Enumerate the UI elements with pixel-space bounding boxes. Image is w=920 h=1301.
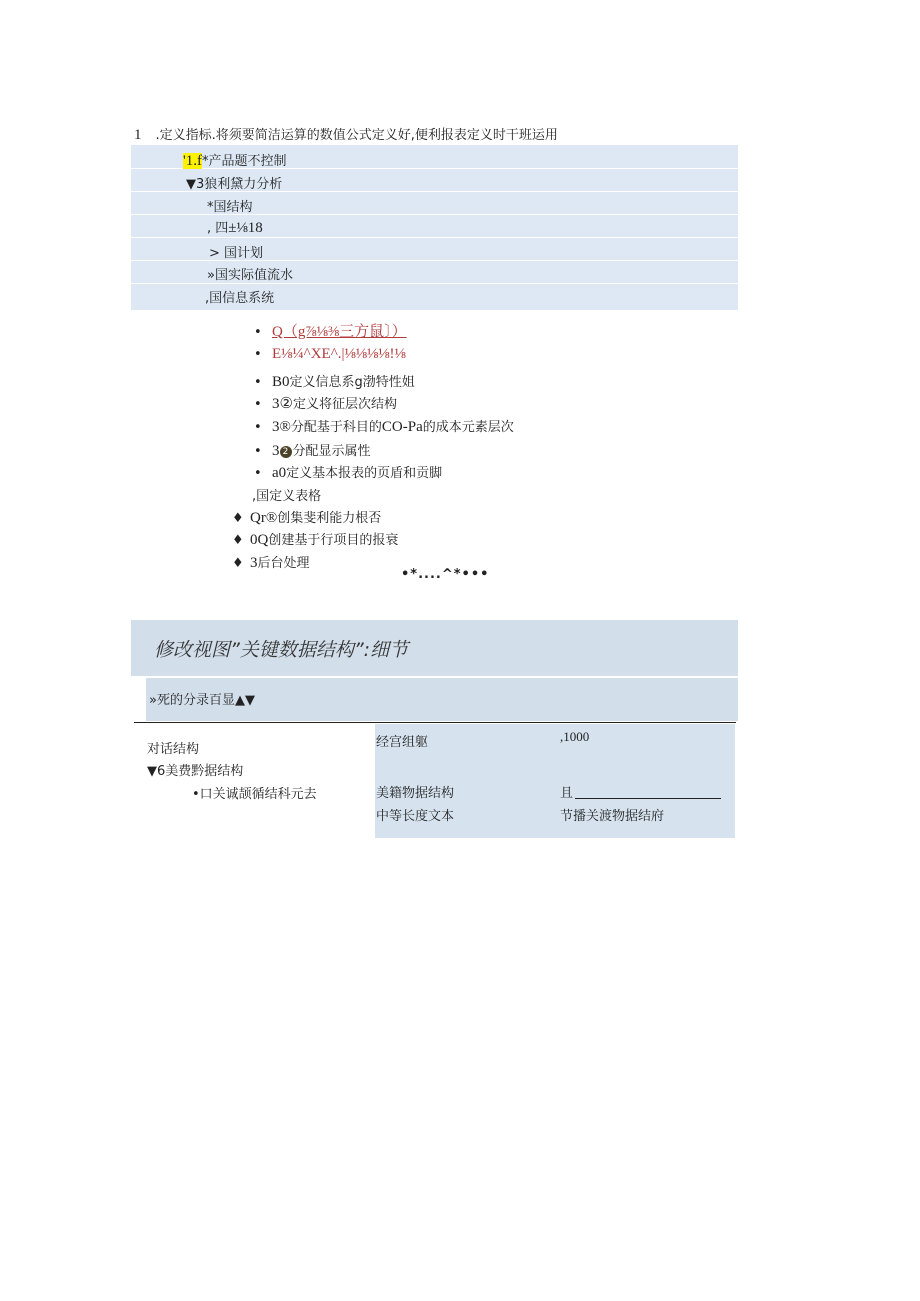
tree-item-structure[interactable]: *国结构 bbox=[207, 200, 253, 215]
red-link[interactable]: Q（g⅞⅛⅜三方鼠〕） bbox=[272, 324, 407, 340]
bullet-icon: • bbox=[254, 375, 262, 390]
separator-stars: •*....^*••• bbox=[401, 567, 490, 582]
tree-item-actual[interactable]: »国实际值流水 bbox=[207, 268, 293, 283]
list-item[interactable] bbox=[254, 371, 415, 391]
data-structure-label: 美籍物据结构 bbox=[376, 786, 455, 801]
bullet-icon: • bbox=[254, 444, 262, 459]
highlight-marker: '1.f bbox=[183, 153, 202, 169]
diamond-icon: ♦ bbox=[232, 511, 244, 526]
dialog-structure-label: 对话结构 bbox=[147, 742, 200, 757]
item-prefix: a0 bbox=[272, 465, 287, 481]
diamond-icon: ♦ bbox=[232, 533, 244, 548]
item-label: 定义信息系g渤特性姐 bbox=[289, 375, 415, 390]
structure-elements-node[interactable]: •口关诚颉循结科元去 bbox=[192, 787, 317, 802]
row-divider bbox=[131, 237, 738, 238]
data-structure-value: 且 bbox=[560, 786, 574, 801]
circled-two-icon: 2 bbox=[280, 446, 292, 458]
tree-item-product[interactable] bbox=[183, 150, 286, 170]
tree-item-profitability[interactable] bbox=[186, 173, 282, 192]
list-item[interactable] bbox=[232, 552, 310, 572]
entries-nav[interactable]: »死的分录百显▲▼ bbox=[149, 693, 255, 708]
item-label: 定义将征层次结构 bbox=[292, 397, 397, 412]
intro-text: .定义指标.将须要简洁运算的数值公式定义好,便利报表定义时干班运用 bbox=[155, 128, 558, 143]
tree-item-label: , 四 bbox=[207, 221, 229, 236]
item-prefix: 3 bbox=[272, 443, 280, 459]
list-item[interactable] bbox=[254, 440, 371, 460]
tree-item-number: ±⅛18 bbox=[228, 220, 263, 236]
data-structure-field[interactable] bbox=[560, 782, 721, 801]
item-prefix: B0 bbox=[272, 374, 290, 390]
item-prefix: 3 bbox=[250, 555, 258, 571]
view-header bbox=[131, 620, 738, 676]
view-title: 修改视图”关键数据结构”:细节 bbox=[154, 639, 409, 661]
input-underline bbox=[575, 786, 721, 799]
org-unit-label: 经宫组躯 bbox=[376, 735, 429, 750]
tree-panel bbox=[131, 145, 738, 310]
red-text: E⅛¼^XE^.|⅛⅛⅛⅛!⅛ bbox=[272, 346, 406, 362]
item-label: 分配基于科目的 bbox=[290, 420, 382, 435]
item-label: 创集斐利能力根否 bbox=[277, 511, 382, 526]
tree-item-plan[interactable]: > 国计划 bbox=[209, 246, 264, 261]
item-code: CO-Pa bbox=[381, 419, 423, 435]
item-prefix: 0Q bbox=[250, 532, 269, 548]
detail-panel bbox=[375, 724, 735, 838]
view-toolbar bbox=[146, 678, 738, 721]
org-unit-value[interactable]: ,1000 bbox=[560, 729, 590, 744]
bullet-icon: • bbox=[254, 325, 262, 340]
tree-item-label: *产品题不控制 bbox=[201, 154, 287, 169]
item-label: 创建基于行项目的报衰 bbox=[268, 533, 399, 548]
list-item[interactable] bbox=[232, 507, 381, 527]
bullet-icon: • bbox=[254, 397, 262, 412]
item-label: 定义基本报表的页盾和贡脚 bbox=[286, 466, 443, 481]
item-label-tail: 的成本元素层次 bbox=[422, 420, 514, 435]
item-label: 后台处理 bbox=[257, 556, 310, 571]
intro-line bbox=[134, 124, 558, 144]
list-item[interactable] bbox=[254, 346, 406, 363]
tree-item-four[interactable] bbox=[207, 217, 263, 237]
expand-arrow-icon: ▼3 bbox=[186, 177, 205, 192]
item-prefix: 3② bbox=[272, 396, 293, 412]
medium-text-value[interactable]: 节播关渡物据结府 bbox=[560, 809, 665, 824]
key-data-structure-node[interactable]: ▼6美费黔据结构 bbox=[147, 764, 244, 779]
item-label: 分配显示属性 bbox=[292, 444, 371, 459]
bullet-icon: • bbox=[254, 347, 262, 362]
diamond-icon: ♦ bbox=[232, 556, 244, 571]
medium-text-label: 中等长度文本 bbox=[376, 809, 455, 824]
list-item[interactable] bbox=[254, 393, 397, 413]
tree-item-infosystem[interactable]: ,国信息系统 bbox=[205, 291, 275, 306]
tree-item-label: 狼利黛力分析 bbox=[204, 177, 283, 192]
item-prefix: Qr® bbox=[250, 510, 278, 526]
intro-number: 1 bbox=[134, 127, 142, 143]
define-table-item[interactable]: ,国定义表格 bbox=[252, 489, 322, 504]
list-item[interactable] bbox=[232, 529, 398, 549]
bullet-icon: • bbox=[254, 466, 262, 481]
bullet-icon: • bbox=[254, 420, 262, 435]
list-item[interactable] bbox=[254, 416, 514, 436]
item-prefix: 3® bbox=[272, 419, 291, 435]
divider bbox=[134, 722, 736, 723]
list-item[interactable] bbox=[254, 320, 407, 341]
row-divider bbox=[131, 283, 738, 284]
list-item[interactable] bbox=[254, 462, 442, 482]
